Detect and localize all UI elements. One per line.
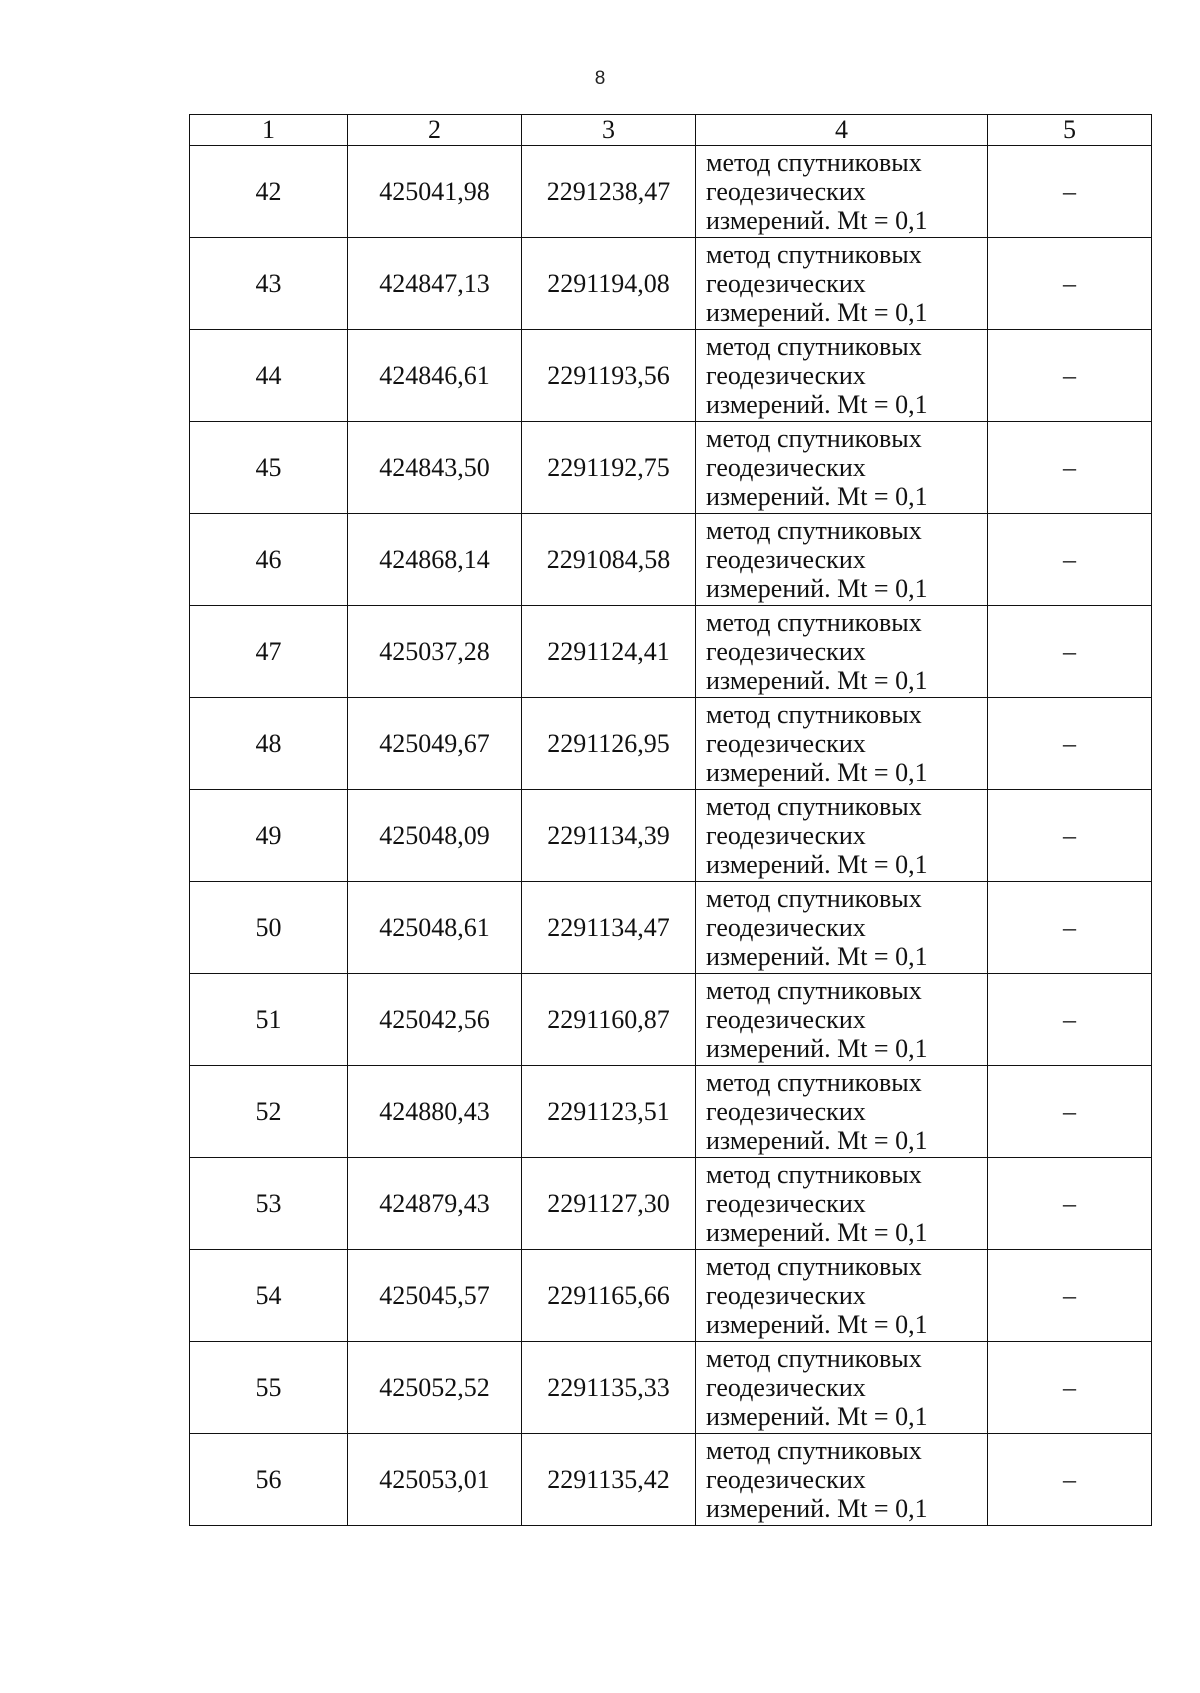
table-row bbox=[190, 882, 1152, 974]
note-cell: – bbox=[988, 330, 1152, 422]
header-cell-2: 2 bbox=[348, 115, 522, 146]
point-number-cell: 46 bbox=[190, 514, 348, 606]
method-line: геодезических bbox=[706, 729, 866, 758]
method-line: метод спутниковых bbox=[706, 1160, 922, 1189]
table-row bbox=[190, 1250, 1152, 1342]
method-line: метод спутниковых bbox=[706, 976, 922, 1005]
note-cell: – bbox=[988, 1434, 1152, 1526]
table-row bbox=[190, 1342, 1152, 1434]
note-cell: – bbox=[988, 1342, 1152, 1434]
x-coordinate-cell: 425049,67 bbox=[348, 698, 522, 790]
method-line: геодезических bbox=[706, 453, 866, 482]
method-cell bbox=[696, 698, 988, 790]
method-line: метод спутниковых bbox=[706, 1436, 922, 1465]
note-cell: – bbox=[988, 514, 1152, 606]
x-coordinate-cell: 424879,43 bbox=[348, 1158, 522, 1250]
method-cell bbox=[696, 882, 988, 974]
method-line: геодезических bbox=[706, 637, 866, 666]
note-cell: – bbox=[988, 422, 1152, 514]
method-line: измерений. Mt = 0,1 bbox=[706, 1402, 928, 1431]
table-row bbox=[190, 1434, 1152, 1526]
page-number: 8 bbox=[594, 68, 606, 89]
method-line: геодезических bbox=[706, 1005, 866, 1034]
method-line: геодезических bbox=[706, 1189, 866, 1218]
y-coordinate-cell: 2291238,47 bbox=[522, 146, 696, 238]
y-coordinate-cell: 2291160,87 bbox=[522, 974, 696, 1066]
y-coordinate-cell: 2291135,33 bbox=[522, 1342, 696, 1434]
y-coordinate-cell: 2291124,41 bbox=[522, 606, 696, 698]
method-line: измерений. Mt = 0,1 bbox=[706, 1310, 928, 1339]
point-number-cell: 50 bbox=[190, 882, 348, 974]
header-row bbox=[190, 115, 1152, 146]
table-body bbox=[190, 146, 1152, 1526]
method-line: геодезических bbox=[706, 1097, 866, 1126]
y-coordinate-cell: 2291193,56 bbox=[522, 330, 696, 422]
point-number-cell: 42 bbox=[190, 146, 348, 238]
method-line: измерений. Mt = 0,1 bbox=[706, 758, 928, 787]
method-line: метод спутниковых bbox=[706, 700, 922, 729]
method-line: геодезических bbox=[706, 269, 866, 298]
point-number-cell: 47 bbox=[190, 606, 348, 698]
method-line: геодезических bbox=[706, 913, 866, 942]
x-coordinate-cell: 424880,43 bbox=[348, 1066, 522, 1158]
header-cell-4: 4 bbox=[696, 115, 988, 146]
point-number-cell: 48 bbox=[190, 698, 348, 790]
method-line: измерений. Mt = 0,1 bbox=[706, 390, 928, 419]
point-number-cell: 56 bbox=[190, 1434, 348, 1526]
coordinates-table bbox=[189, 114, 1152, 1526]
method-line: измерений. Mt = 0,1 bbox=[706, 850, 928, 879]
table-row bbox=[190, 606, 1152, 698]
method-line: измерений. Mt = 0,1 bbox=[706, 206, 928, 235]
method-cell bbox=[696, 974, 988, 1066]
note-cell: – bbox=[988, 698, 1152, 790]
method-cell bbox=[696, 330, 988, 422]
method-cell bbox=[696, 514, 988, 606]
note-cell: – bbox=[988, 882, 1152, 974]
x-coordinate-cell: 424843,50 bbox=[348, 422, 522, 514]
point-number-cell: 54 bbox=[190, 1250, 348, 1342]
x-coordinate-cell: 424868,14 bbox=[348, 514, 522, 606]
method-cell bbox=[696, 422, 988, 514]
method-line: измерений. Mt = 0,1 bbox=[706, 666, 928, 695]
method-line: измерений. Mt = 0,1 bbox=[706, 574, 928, 603]
method-cell bbox=[696, 146, 988, 238]
x-coordinate-cell: 425041,98 bbox=[348, 146, 522, 238]
method-cell bbox=[696, 1066, 988, 1158]
method-line: измерений. Mt = 0,1 bbox=[706, 298, 928, 327]
note-cell: – bbox=[988, 1066, 1152, 1158]
point-number-cell: 49 bbox=[190, 790, 348, 882]
point-number-cell: 45 bbox=[190, 422, 348, 514]
method-line: метод спутниковых bbox=[706, 332, 922, 361]
table-row bbox=[190, 1066, 1152, 1158]
table-row bbox=[190, 698, 1152, 790]
table-header bbox=[190, 115, 1152, 146]
note-cell: – bbox=[988, 606, 1152, 698]
note-cell: – bbox=[988, 1250, 1152, 1342]
method-cell bbox=[696, 1434, 988, 1526]
note-cell: – bbox=[988, 1158, 1152, 1250]
method-line: метод спутниковых bbox=[706, 608, 922, 637]
table-row bbox=[190, 974, 1152, 1066]
method-line: метод спутниковых bbox=[706, 1068, 922, 1097]
x-coordinate-cell: 425052,52 bbox=[348, 1342, 522, 1434]
method-line: измерений. Mt = 0,1 bbox=[706, 482, 928, 511]
method-line: метод спутниковых bbox=[706, 240, 922, 269]
point-number-cell: 52 bbox=[190, 1066, 348, 1158]
method-line: метод спутниковых bbox=[706, 516, 922, 545]
x-coordinate-cell: 425037,28 bbox=[348, 606, 522, 698]
header-cell-5: 5 bbox=[988, 115, 1152, 146]
y-coordinate-cell: 2291084,58 bbox=[522, 514, 696, 606]
table-row bbox=[190, 330, 1152, 422]
header-cell-1: 1 bbox=[190, 115, 348, 146]
method-cell bbox=[696, 1250, 988, 1342]
method-line: геодезических bbox=[706, 177, 866, 206]
x-coordinate-cell: 424847,13 bbox=[348, 238, 522, 330]
point-number-cell: 55 bbox=[190, 1342, 348, 1434]
y-coordinate-cell: 2291194,08 bbox=[522, 238, 696, 330]
method-line: геодезических bbox=[706, 1465, 866, 1494]
table-row bbox=[190, 514, 1152, 606]
y-coordinate-cell: 2291134,47 bbox=[522, 882, 696, 974]
note-cell: – bbox=[988, 238, 1152, 330]
y-coordinate-cell: 2291135,42 bbox=[522, 1434, 696, 1526]
method-cell bbox=[696, 238, 988, 330]
method-line: геодезических bbox=[706, 361, 866, 390]
y-coordinate-cell: 2291165,66 bbox=[522, 1250, 696, 1342]
y-coordinate-cell: 2291127,30 bbox=[522, 1158, 696, 1250]
point-number-cell: 53 bbox=[190, 1158, 348, 1250]
table-row bbox=[190, 146, 1152, 238]
method-line: геодезических bbox=[706, 545, 866, 574]
x-coordinate-cell: 425048,09 bbox=[348, 790, 522, 882]
method-cell bbox=[696, 1342, 988, 1434]
method-cell bbox=[696, 606, 988, 698]
x-coordinate-cell: 425045,57 bbox=[348, 1250, 522, 1342]
method-line: измерений. Mt = 0,1 bbox=[706, 1494, 928, 1523]
header-cell-3: 3 bbox=[522, 115, 696, 146]
y-coordinate-cell: 2291192,75 bbox=[522, 422, 696, 514]
x-coordinate-cell: 425048,61 bbox=[348, 882, 522, 974]
method-line: измерений. Mt = 0,1 bbox=[706, 1126, 928, 1155]
method-line: метод спутниковых bbox=[706, 424, 922, 453]
point-number-cell: 43 bbox=[190, 238, 348, 330]
x-coordinate-cell: 424846,61 bbox=[348, 330, 522, 422]
method-line: метод спутниковых bbox=[706, 1344, 922, 1373]
x-coordinate-cell: 425053,01 bbox=[348, 1434, 522, 1526]
method-line: измерений. Mt = 0,1 bbox=[706, 1034, 928, 1063]
y-coordinate-cell: 2291126,95 bbox=[522, 698, 696, 790]
table-row bbox=[190, 790, 1152, 882]
y-coordinate-cell: 2291123,51 bbox=[522, 1066, 696, 1158]
method-line: метод спутниковых bbox=[706, 1252, 922, 1281]
method-line: геодезических bbox=[706, 1281, 866, 1310]
method-line: метод спутниковых bbox=[706, 884, 922, 913]
method-cell bbox=[696, 790, 988, 882]
method-cell bbox=[696, 1158, 988, 1250]
method-line: метод спутниковых bbox=[706, 792, 922, 821]
method-line: измерений. Mt = 0,1 bbox=[706, 942, 928, 971]
table-row bbox=[190, 238, 1152, 330]
y-coordinate-cell: 2291134,39 bbox=[522, 790, 696, 882]
point-number-cell: 44 bbox=[190, 330, 348, 422]
table-row bbox=[190, 1158, 1152, 1250]
note-cell: – bbox=[988, 790, 1152, 882]
method-line: геодезических bbox=[706, 1373, 866, 1402]
method-line: геодезических bbox=[706, 821, 866, 850]
method-line: измерений. Mt = 0,1 bbox=[706, 1218, 928, 1247]
table-row bbox=[190, 422, 1152, 514]
x-coordinate-cell: 425042,56 bbox=[348, 974, 522, 1066]
method-line: метод спутниковых bbox=[706, 148, 922, 177]
point-number-cell: 51 bbox=[190, 974, 348, 1066]
note-cell: – bbox=[988, 974, 1152, 1066]
note-cell: – bbox=[988, 146, 1152, 238]
